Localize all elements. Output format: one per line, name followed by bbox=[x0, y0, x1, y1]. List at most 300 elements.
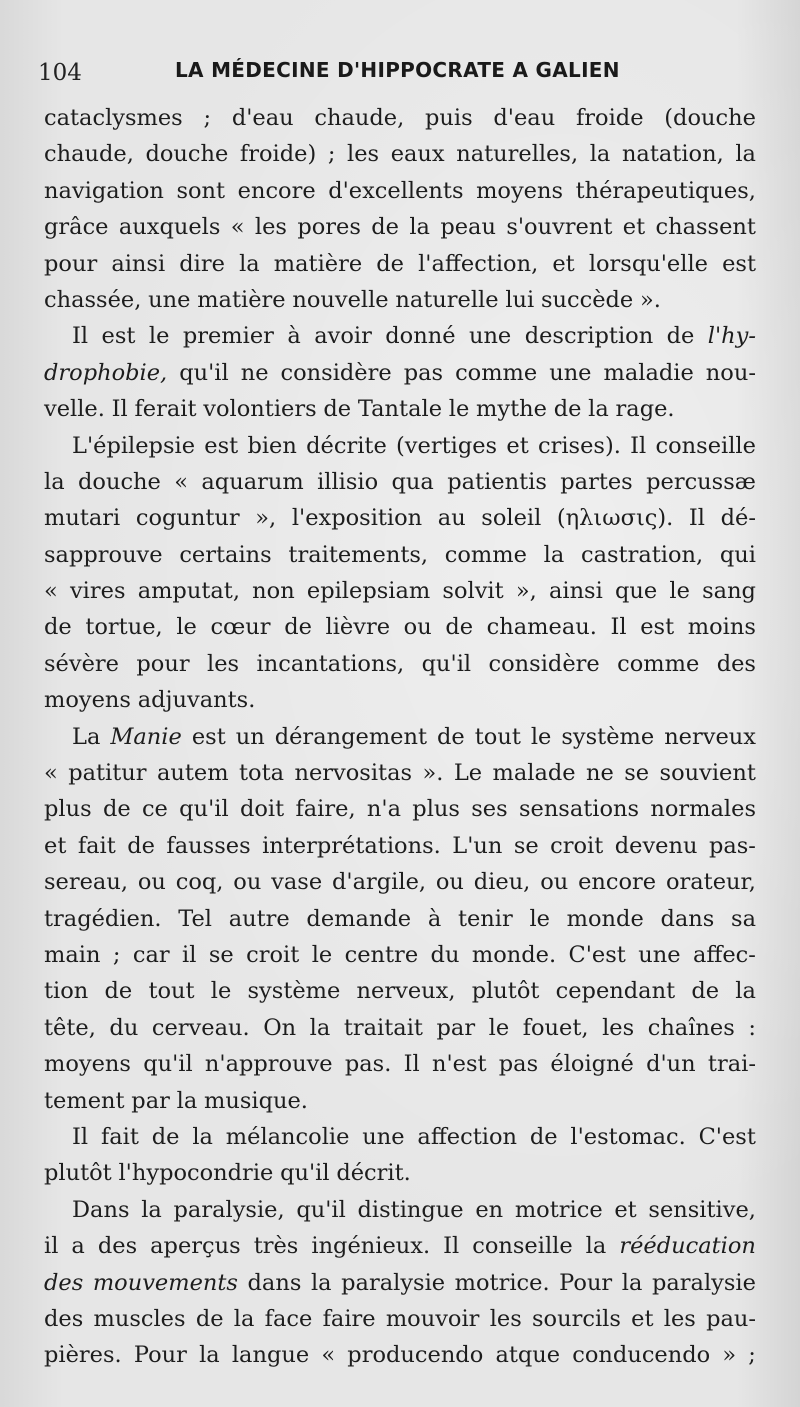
word: « bbox=[321, 1342, 336, 1369]
word: chassée, bbox=[44, 286, 142, 313]
word: les bbox=[663, 1305, 696, 1332]
word: en bbox=[475, 1196, 504, 1223]
text-line bbox=[44, 791, 756, 827]
word: de bbox=[323, 396, 352, 423]
word: une bbox=[638, 941, 681, 968]
word: pas- bbox=[708, 832, 756, 859]
word: de bbox=[151, 1123, 180, 1150]
word: sont bbox=[176, 177, 226, 204]
word: incantations, bbox=[256, 650, 405, 677]
word: monde bbox=[566, 905, 644, 932]
word: producendo bbox=[347, 1342, 484, 1369]
word: ainsi bbox=[548, 578, 603, 605]
word: le bbox=[176, 614, 197, 641]
page-header bbox=[38, 52, 768, 92]
word: malade bbox=[492, 760, 576, 787]
text-line bbox=[44, 828, 756, 864]
word: pores bbox=[297, 214, 361, 241]
word: motrice bbox=[514, 1196, 603, 1223]
word: (vertiges bbox=[396, 432, 498, 459]
word: décrite bbox=[306, 432, 387, 459]
word: une bbox=[468, 323, 512, 350]
word: la bbox=[585, 1233, 607, 1260]
word: auxquels bbox=[118, 214, 221, 241]
word: cataclysmes bbox=[44, 105, 183, 131]
word: sang bbox=[702, 578, 756, 605]
word: ; bbox=[203, 105, 212, 131]
word: ne bbox=[240, 359, 269, 386]
word: très bbox=[253, 1233, 299, 1260]
word: ». bbox=[422, 760, 444, 787]
word: tout bbox=[474, 723, 521, 750]
word: dans bbox=[660, 905, 715, 932]
word: plutôt bbox=[471, 978, 540, 1005]
word: chassent bbox=[655, 214, 756, 241]
word: castration, bbox=[580, 541, 704, 568]
word: atque bbox=[495, 1342, 561, 1369]
word: lui bbox=[505, 286, 535, 313]
word: Il bbox=[72, 1123, 89, 1150]
word: le bbox=[488, 1014, 510, 1041]
body-text bbox=[44, 100, 756, 1374]
word: normales bbox=[650, 796, 756, 823]
word: l'affection, bbox=[418, 250, 539, 277]
word: bien bbox=[247, 432, 297, 459]
word: ne bbox=[586, 760, 614, 787]
word: dieu, bbox=[473, 869, 531, 896]
word: du bbox=[109, 1014, 139, 1041]
word: aquarum bbox=[201, 468, 304, 495]
word: pau- bbox=[706, 1305, 756, 1332]
word: de bbox=[376, 250, 404, 277]
word: certains bbox=[179, 541, 272, 568]
word: dans bbox=[247, 1269, 302, 1296]
word: patientis bbox=[447, 468, 547, 495]
word: moins bbox=[687, 614, 756, 641]
text-line bbox=[44, 901, 756, 937]
word: main bbox=[44, 941, 101, 968]
word: que bbox=[615, 578, 658, 605]
word: d'un bbox=[646, 1051, 696, 1078]
word: qu'il bbox=[143, 1051, 193, 1078]
word: la bbox=[141, 1196, 162, 1223]
word: système bbox=[247, 978, 341, 1005]
word: fait bbox=[77, 832, 116, 859]
word: comme bbox=[617, 650, 700, 677]
word: amputat, bbox=[137, 578, 240, 605]
word: « bbox=[174, 468, 189, 495]
word: description bbox=[524, 323, 654, 350]
word: mouvoir bbox=[385, 1305, 480, 1332]
text-line bbox=[44, 246, 756, 282]
word: est bbox=[640, 614, 675, 641]
word: « bbox=[44, 760, 58, 787]
word: encore bbox=[578, 869, 657, 896]
word: une bbox=[549, 359, 592, 386]
word: par bbox=[436, 1014, 476, 1041]
word: des bbox=[44, 1269, 84, 1296]
word: trai- bbox=[707, 1051, 756, 1078]
word: croit bbox=[246, 941, 300, 968]
text-line bbox=[44, 136, 756, 172]
word: de bbox=[691, 978, 720, 1005]
word: non bbox=[252, 578, 295, 605]
word: la bbox=[409, 214, 430, 241]
text-line bbox=[44, 937, 756, 973]
word: orateur, bbox=[665, 869, 756, 896]
word: comme bbox=[455, 359, 538, 386]
word: Il bbox=[403, 1051, 420, 1078]
word: la bbox=[621, 1269, 643, 1296]
word: face bbox=[264, 1305, 313, 1332]
text-line bbox=[44, 1046, 756, 1082]
word: nou- bbox=[705, 359, 756, 386]
text-line bbox=[44, 355, 756, 391]
word: considère bbox=[488, 650, 600, 677]
word: et bbox=[614, 1196, 637, 1223]
word: sourcils bbox=[532, 1305, 621, 1332]
word: succède bbox=[540, 286, 634, 313]
word: moyens bbox=[476, 177, 564, 204]
word: système bbox=[561, 723, 655, 750]
word: à bbox=[287, 323, 301, 350]
word: donné bbox=[385, 323, 456, 350]
word: Pour bbox=[133, 1342, 187, 1369]
word: la bbox=[310, 1269, 332, 1296]
text-line bbox=[44, 609, 756, 645]
word: le bbox=[669, 578, 690, 605]
word: les bbox=[207, 650, 240, 677]
word: comme bbox=[444, 541, 527, 568]
word: naturelle bbox=[395, 286, 499, 313]
word: avoir bbox=[314, 323, 372, 350]
word: sa bbox=[731, 905, 756, 932]
word: considère bbox=[280, 359, 392, 386]
word: musique. bbox=[204, 1087, 308, 1114]
word: « bbox=[230, 214, 245, 241]
word: aperçus bbox=[150, 1233, 241, 1260]
text-line bbox=[44, 573, 756, 609]
word: pas bbox=[403, 359, 444, 386]
word: ses bbox=[471, 796, 508, 823]
word: et bbox=[506, 432, 529, 459]
text-line bbox=[44, 1083, 756, 1119]
word: dérangement bbox=[274, 723, 428, 750]
word: ; bbox=[748, 1342, 756, 1369]
word: Pour bbox=[559, 1269, 613, 1296]
word: rage. bbox=[615, 396, 675, 423]
word: de bbox=[104, 978, 133, 1005]
word: une bbox=[362, 1123, 405, 1150]
word: le bbox=[210, 978, 232, 1005]
word: tota bbox=[239, 760, 285, 787]
word: il bbox=[182, 941, 197, 968]
word: se bbox=[513, 832, 539, 859]
word: l'estomac. bbox=[570, 1123, 686, 1150]
word: se bbox=[624, 760, 650, 787]
word: partes bbox=[560, 468, 633, 495]
word: froide) bbox=[239, 141, 317, 168]
word: des bbox=[97, 1233, 138, 1260]
word: est bbox=[204, 432, 239, 459]
word: Dans bbox=[72, 1196, 130, 1223]
word: drophobie, bbox=[44, 359, 168, 386]
word: de bbox=[102, 796, 131, 823]
word: affection bbox=[417, 1123, 517, 1150]
word: L'épilepsie bbox=[72, 432, 196, 459]
word: (ηλιωσις). bbox=[556, 505, 674, 532]
word: Il bbox=[72, 323, 89, 350]
word: conseille bbox=[472, 1233, 573, 1260]
word: l'hy- bbox=[707, 323, 756, 350]
word: il bbox=[44, 1233, 59, 1260]
word: le bbox=[311, 941, 333, 968]
word: (douche bbox=[664, 105, 756, 131]
word: monde. bbox=[471, 941, 557, 968]
word: epilepsiam bbox=[306, 578, 431, 605]
word: moyens bbox=[44, 687, 131, 714]
word: les bbox=[254, 214, 287, 241]
word: rééducation bbox=[619, 1233, 756, 1260]
word: puis bbox=[425, 105, 473, 131]
text-line bbox=[44, 1301, 756, 1337]
word: percussæ bbox=[646, 468, 756, 495]
word: de bbox=[553, 396, 582, 423]
word: nerveux, bbox=[356, 978, 456, 1005]
text-line bbox=[44, 646, 756, 682]
word: Il bbox=[630, 432, 647, 459]
word: paralysie, bbox=[173, 1196, 285, 1223]
word: Le bbox=[453, 760, 483, 787]
word: à bbox=[427, 905, 442, 932]
word: Tel bbox=[178, 905, 212, 932]
text-line bbox=[44, 1337, 756, 1373]
word: adjuvants. bbox=[137, 687, 256, 714]
word: et bbox=[44, 832, 67, 859]
word: ou bbox=[403, 614, 432, 641]
word: la bbox=[735, 141, 756, 168]
word: des bbox=[716, 650, 756, 677]
word: encore bbox=[237, 177, 316, 204]
text-line bbox=[44, 537, 756, 573]
word: les bbox=[489, 1305, 522, 1332]
word: les bbox=[602, 1014, 635, 1041]
word: solvit bbox=[442, 578, 504, 605]
word: », bbox=[515, 578, 537, 605]
word: faire, bbox=[295, 796, 356, 823]
word: demande bbox=[306, 905, 412, 932]
word: Il bbox=[443, 1233, 460, 1260]
word: par bbox=[131, 1087, 170, 1114]
word: grâce bbox=[44, 214, 109, 241]
word: sensitive, bbox=[648, 1196, 756, 1223]
word: C'est bbox=[568, 941, 626, 968]
word: » bbox=[722, 1342, 737, 1369]
word: la bbox=[309, 1014, 331, 1041]
word: est bbox=[101, 323, 136, 350]
text-line bbox=[44, 464, 756, 500]
word: velle. bbox=[44, 396, 105, 423]
word: On bbox=[263, 1014, 297, 1041]
word: », bbox=[255, 505, 277, 532]
word: pas. bbox=[344, 1051, 392, 1078]
word: au bbox=[437, 505, 466, 532]
word: de bbox=[44, 614, 72, 641]
word: motrice. bbox=[454, 1269, 550, 1296]
word: les bbox=[347, 141, 380, 168]
word: faire bbox=[322, 1305, 376, 1332]
running-title: LA MÉDECINE D'HIPPOCRATE A GALIEN bbox=[175, 58, 620, 82]
word: de bbox=[529, 1123, 558, 1150]
word: chaînes bbox=[647, 1014, 735, 1041]
word: cerveau. bbox=[151, 1014, 250, 1041]
word: « bbox=[44, 578, 58, 605]
word: pour bbox=[44, 250, 98, 277]
word: matière bbox=[273, 250, 363, 277]
word: mélancolie bbox=[225, 1123, 350, 1150]
text-line bbox=[44, 1119, 756, 1155]
word: mythe bbox=[476, 396, 547, 423]
word: la bbox=[239, 250, 260, 277]
word: de bbox=[437, 723, 465, 750]
word: devenu bbox=[614, 832, 698, 859]
word: navigation bbox=[44, 177, 164, 204]
word: tenir bbox=[457, 905, 513, 932]
word: premier bbox=[182, 323, 274, 350]
word: de bbox=[127, 832, 155, 859]
word: le bbox=[529, 905, 550, 932]
word: et bbox=[552, 250, 575, 277]
text-line bbox=[44, 973, 756, 1009]
word: fait bbox=[100, 1123, 139, 1150]
word: autre bbox=[228, 905, 290, 932]
word: nouvelle bbox=[292, 286, 389, 313]
word: sapprouve bbox=[44, 541, 163, 568]
word: lièvre bbox=[325, 614, 391, 641]
text-line bbox=[44, 719, 756, 755]
word: qu'il bbox=[421, 650, 472, 677]
word: eaux bbox=[390, 141, 445, 168]
word: ainsi bbox=[111, 250, 166, 277]
word: peau bbox=[440, 214, 496, 241]
word: le bbox=[148, 323, 170, 350]
word: n'est bbox=[431, 1051, 487, 1078]
word: interprétations. bbox=[262, 832, 441, 859]
word: coq, bbox=[175, 869, 224, 896]
word: traitait bbox=[343, 1014, 423, 1041]
text-line bbox=[44, 500, 756, 536]
word: conseille bbox=[655, 432, 756, 459]
word: doit bbox=[239, 796, 285, 823]
word: illisio bbox=[317, 468, 379, 495]
word: éloigné bbox=[550, 1051, 634, 1078]
text-line bbox=[44, 864, 756, 900]
word: d'argile, bbox=[332, 869, 427, 896]
word: moyens bbox=[44, 1051, 131, 1078]
word: lorsqu'elle bbox=[588, 250, 708, 277]
word: de bbox=[195, 1305, 224, 1332]
word: cependant bbox=[555, 978, 676, 1005]
word: qu'il bbox=[296, 1196, 346, 1223]
word: et bbox=[631, 1305, 654, 1332]
word: ». bbox=[639, 286, 661, 313]
word: plus bbox=[412, 796, 460, 823]
word: C'est bbox=[698, 1123, 756, 1150]
word: car bbox=[132, 941, 170, 968]
word: Il bbox=[610, 614, 627, 641]
text-line bbox=[44, 428, 756, 464]
text-line bbox=[44, 1192, 756, 1228]
word: ou bbox=[435, 869, 464, 896]
word: et bbox=[622, 214, 646, 241]
word: est bbox=[722, 250, 756, 277]
word: qu'il bbox=[179, 796, 229, 823]
page-number: 104 bbox=[38, 60, 82, 86]
text-line bbox=[44, 682, 756, 718]
word: vires bbox=[69, 578, 126, 605]
word: matière bbox=[197, 286, 286, 313]
word: de bbox=[445, 614, 474, 641]
word: vase bbox=[271, 869, 323, 896]
word: tragédien. bbox=[44, 905, 162, 932]
word: la bbox=[543, 541, 565, 568]
word: le bbox=[530, 723, 552, 750]
word: Tantale bbox=[357, 396, 443, 423]
word: est bbox=[191, 723, 226, 750]
word: qu'il bbox=[280, 1160, 330, 1187]
word: pas bbox=[498, 1051, 539, 1078]
word: douche bbox=[145, 141, 229, 168]
word: ce bbox=[141, 796, 168, 823]
word: qu'il bbox=[179, 359, 229, 386]
word: sensations bbox=[518, 796, 640, 823]
word: fausses bbox=[166, 832, 251, 859]
word: coguntur bbox=[135, 505, 240, 532]
word: la bbox=[44, 468, 65, 495]
word: nervositas bbox=[294, 760, 413, 787]
word: la bbox=[589, 141, 611, 168]
word: : bbox=[748, 1014, 756, 1041]
text-line bbox=[44, 1010, 756, 1046]
text-line bbox=[44, 318, 756, 354]
word: l'exposition bbox=[291, 505, 423, 532]
word: l'hypocondrie bbox=[118, 1160, 274, 1187]
word: pour bbox=[136, 650, 190, 677]
word: sévère bbox=[44, 650, 119, 677]
text-line bbox=[44, 209, 756, 245]
word: tion bbox=[44, 978, 89, 1005]
word: Il bbox=[688, 505, 706, 532]
word: se bbox=[208, 941, 234, 968]
word: paralysie bbox=[341, 1269, 446, 1296]
word: ou bbox=[233, 869, 262, 896]
word: nerveux bbox=[664, 723, 756, 750]
word: cœur bbox=[210, 614, 271, 641]
word: la bbox=[192, 1123, 213, 1150]
word: maladie bbox=[603, 359, 694, 386]
word: tout bbox=[148, 978, 195, 1005]
word: de bbox=[666, 323, 695, 350]
word: d'excellents bbox=[328, 177, 464, 204]
word: ferait bbox=[134, 396, 197, 423]
word: la bbox=[233, 1305, 255, 1332]
word: ingénieux. bbox=[311, 1233, 431, 1260]
word: chameau. bbox=[486, 614, 597, 641]
word: volontiers bbox=[203, 396, 317, 423]
word: s'ouvrent bbox=[506, 214, 613, 241]
word: chaude, bbox=[44, 141, 134, 168]
word: d'eau bbox=[493, 105, 556, 131]
